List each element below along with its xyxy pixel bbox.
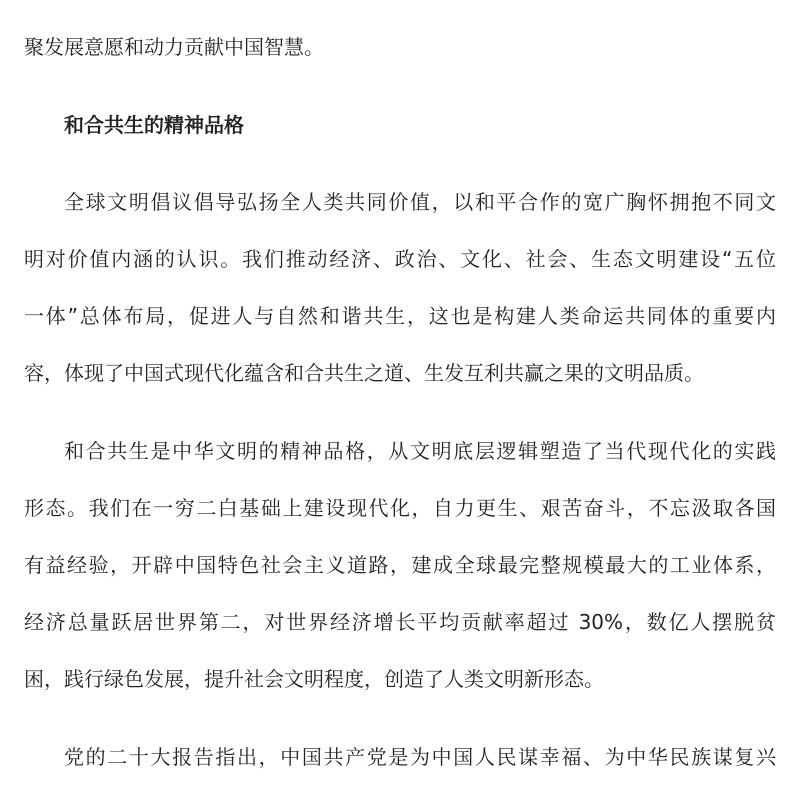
paragraph-line: 聚发展意愿和动力贡献中国智慧。 bbox=[24, 35, 324, 59]
paragraph-line: 困，践行绿色发展，提升社会文明程度，创造了人类文明新形态。 bbox=[24, 667, 604, 691]
paragraph-line: 经济总量跃居世界第二，对世界经济增长平均贡献率超过 30%，数亿人摆脱贫 bbox=[24, 610, 776, 634]
paragraph-line: 形态。我们在一穷二白基础上建设现代化，自力更生、艰苦奋斗，不忘汲取各国 bbox=[24, 496, 776, 520]
paragraph-line: 有益经验，开辟中国特色社会主义道路，建成全球最完整规模最大的工业体系， bbox=[24, 553, 776, 577]
section-heading: 和合共生的精神品格 bbox=[64, 113, 244, 137]
paragraph-line: 党的二十大报告指出，中国共产党是为中国人民谋幸福、为中华民族谋复兴 bbox=[64, 745, 776, 769]
paragraph-line: 容，体现了中国式现代化蕴含和合共生之道、生发互利共赢之果的文明品质。 bbox=[24, 361, 704, 385]
paragraph-line: 一体”总体布局，促进人与自然和谐共生，这也是构建人类命运共同体的重要内 bbox=[24, 304, 776, 328]
paragraph-line: 和合共生是中华文明的精神品格，从文明底层逻辑塑造了当代现代化的实践 bbox=[64, 439, 776, 463]
paragraph-line: 明对价值内涵的认识。我们推动经济、政治、文化、社会、生态文明建设“五位 bbox=[24, 247, 776, 271]
paragraph-line: 全球文明倡议倡导弘扬全人类共同价值，以和平合作的宽广胸怀拥抱不同文 bbox=[64, 190, 776, 214]
